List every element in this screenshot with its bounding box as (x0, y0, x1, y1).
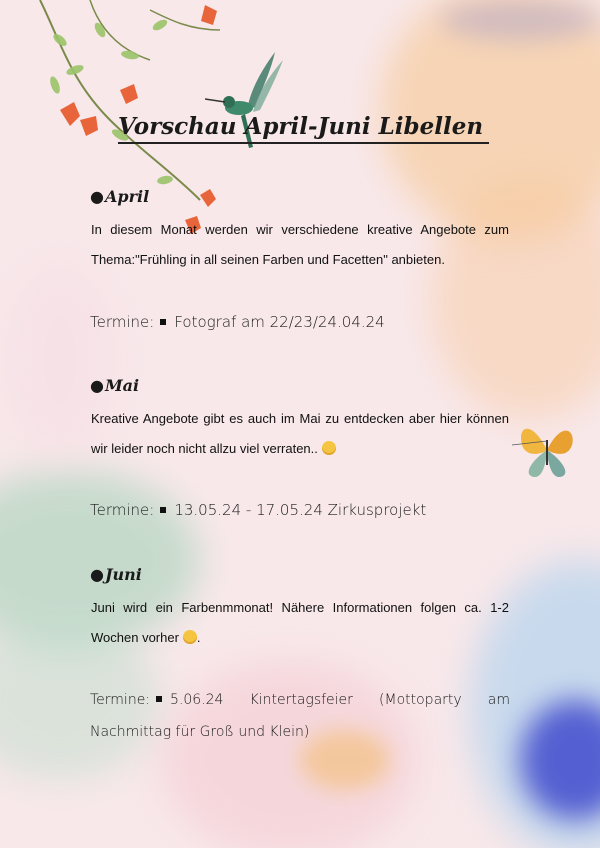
month-heading-mai: ●Mai (90, 376, 140, 395)
description-end: . (196, 630, 201, 645)
termine-label: Termine: (90, 313, 155, 331)
bullet-square-icon (160, 319, 166, 325)
hummingbird-icon (205, 52, 285, 162)
wink-emoji-icon (322, 441, 336, 455)
month-label: April (104, 187, 150, 206)
description-text: Kreative Angebote gibt es auch im Mai zu entdecken aber hier können wir leider noch nicht allzu viel verraten.. (91, 411, 509, 456)
termine-april (90, 313, 510, 331)
butterfly-icon (512, 415, 582, 485)
month-label: Juni (104, 565, 142, 584)
smile-emoji-icon (183, 630, 197, 644)
termine-label: Termine: (90, 501, 155, 519)
description-text: Juni wird ein Farbenmmonat! Nähere Informationen folgen ca. 1-2 Wochen vorher (91, 600, 509, 645)
bullet-square-icon (160, 507, 166, 513)
termine-mai (90, 501, 510, 519)
month-description-mai (91, 404, 509, 464)
bullet-square-icon (156, 696, 162, 702)
month-heading-juni: ●Juni (90, 565, 142, 584)
termine-label: Termine: (90, 692, 151, 708)
month-description-juni (91, 593, 509, 653)
termine-text: 5.06.24 Kintertagsfeier (Mottoparty am Nachmittag für Groß und Klein) (90, 692, 510, 740)
page-title: Vorschau April-Juni Libellen (118, 113, 489, 144)
termine-text: 13.05.24 - 17.05.24 Zirkusprojekt (174, 501, 427, 519)
termine-text: Fotograf am 22/23/24.04.24 (174, 313, 385, 331)
termine-juni (90, 684, 510, 748)
month-label: Mai (104, 376, 140, 395)
month-description-april: In diesem Monat werden wir verschiedene kreative Angebote zum Thema:"Frühling in all seinen Farben und Facetten" anbieten. (91, 222, 509, 267)
month-heading-april: ●April (90, 187, 150, 206)
